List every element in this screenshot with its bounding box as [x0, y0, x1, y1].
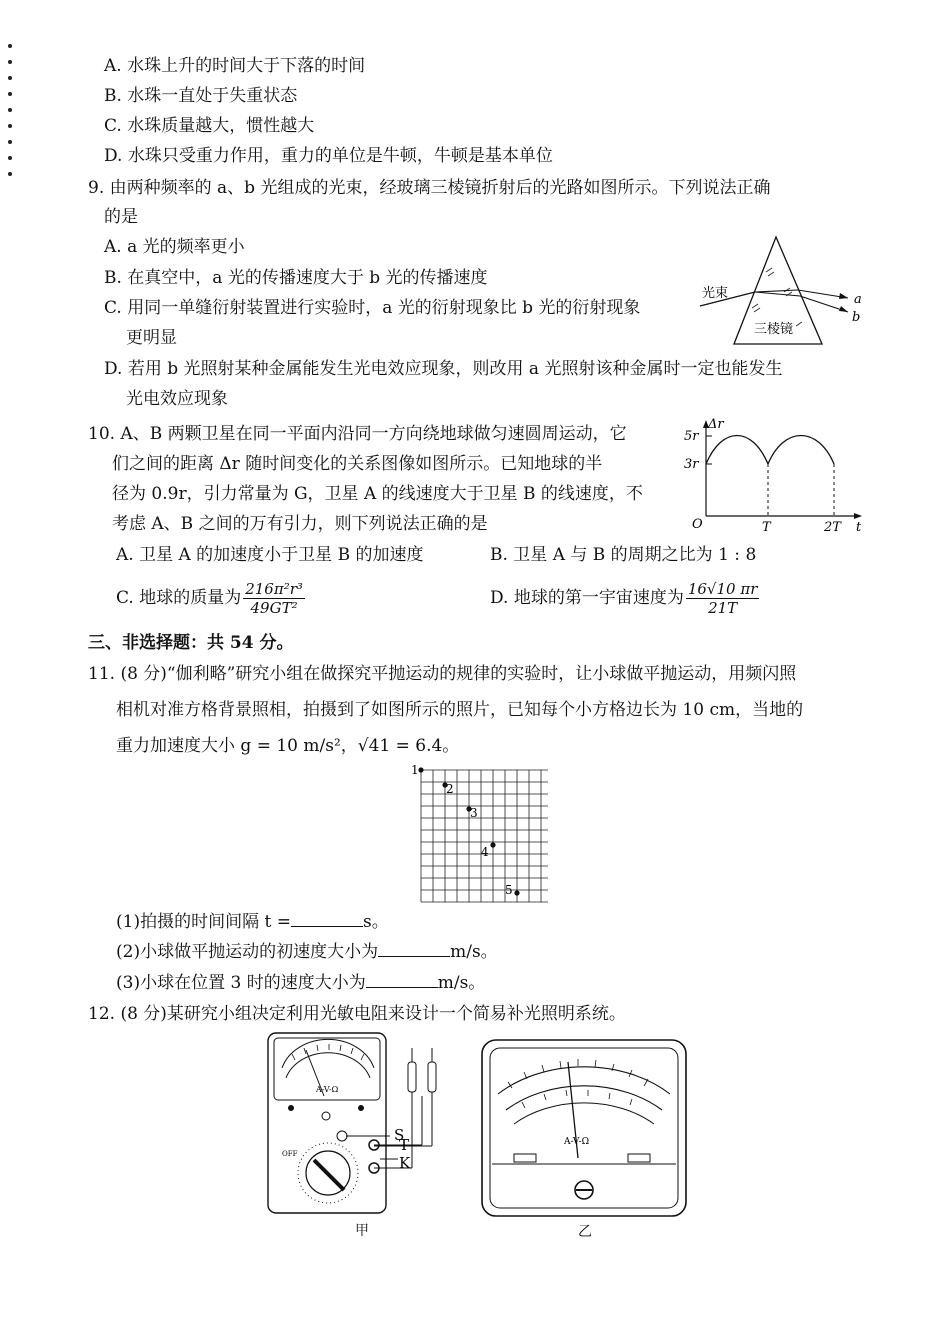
point-label-4: 4	[481, 845, 489, 859]
ray-b-label: b	[852, 310, 861, 325]
q11-sub-2-text: (2)小球做平抛运动的初速度大小为	[116, 942, 379, 962]
label-t: T	[399, 1136, 410, 1154]
point-label-2: 2	[446, 782, 454, 796]
beam-label: 光束	[702, 286, 729, 301]
ball-position-5	[514, 890, 519, 895]
q11-sub-1-text: (1)拍摄的时间间隔 t =	[116, 912, 291, 932]
graph-origin-label: O	[692, 517, 703, 532]
q10-option-b: B. 卫星 A 与 B 的周期之比为 1 : 8	[490, 545, 757, 565]
q11-sub-3-text: (3)小球在位置 3 时的速度大小为	[116, 973, 366, 993]
q10-option-c	[116, 580, 307, 617]
test-lead-red	[428, 1062, 436, 1092]
q10-option-c-fraction	[243, 580, 305, 617]
graph-y-label: Δr	[708, 417, 724, 432]
ball-position-1	[418, 767, 423, 772]
q11-sub-2-unit: m/s。	[450, 942, 498, 962]
q8-option-b: B. 水珠一直处于失重状态	[104, 86, 298, 106]
q10-stem-line4: 考虑 A、B 之间的万有引力，则下列说法正确的是	[112, 514, 488, 534]
section-3-title: 三、非选择题：共 54 分。	[88, 633, 294, 653]
delta-r-curve	[706, 436, 834, 465]
q10-stem-line3: 径为 0.9r，引力常量为 G，卫星 A 的线速度大于卫星 B 的线速度，不	[112, 484, 643, 504]
graph-y-tick-5r: 5r	[684, 429, 699, 444]
multimeter-jia-symbol: A-V-Ω	[316, 1085, 339, 1094]
q10-option-c-denominator: 49GT²	[250, 599, 298, 617]
q11-sub-1-unit: s。	[362, 912, 389, 932]
q10-option-d-prefix: D. 地球的第一宇宙速度为	[490, 588, 684, 608]
q10-option-c-numerator: 216π²r³	[245, 580, 303, 598]
q10-option-d	[490, 580, 761, 617]
point-label-3: 3	[470, 806, 478, 820]
q10-option-a: A. 卫星 A 的加速度小于卫星 B 的加速度	[116, 545, 424, 565]
q11-sub-3-unit: m/s。	[437, 973, 486, 993]
q9-stem-line1: 9. 由两种频率的 a、b 光组成的光束，经玻璃三棱镜折射后的光路如图所示。下列说法正确	[88, 178, 771, 198]
q11-stem-line1: 11. (8 分)“伽利略”研究小组在做探究平抛运动的规律的实验时，让小球做平抛运动，用频闪照	[88, 664, 797, 684]
point-label-1: 1	[411, 763, 419, 777]
test-lead-black	[408, 1062, 416, 1092]
graph-x-label: t	[856, 520, 862, 535]
point-label-5: 5	[505, 883, 513, 897]
dial-off-label: OFF	[282, 1150, 298, 1158]
q11-sub-1	[116, 912, 389, 932]
q9-option-b: B. 在真空中，a 光的传播速度大于 b 光的传播速度	[104, 268, 488, 288]
q10-option-d-fraction	[686, 580, 760, 617]
ray-a-label: a	[854, 292, 862, 307]
q11-answer-blank-1[interactable]	[291, 912, 363, 927]
figure-yi-caption: 乙	[578, 1224, 592, 1240]
multimeter-yi-figure	[478, 1036, 690, 1222]
binding-margin-dots	[8, 44, 14, 188]
q9-option-d-line1: D. 若用 b 光照射某种金属能发生光电效应现象，则改用 a 光照射该种金属时一定也能发生	[104, 359, 783, 379]
flash-photo-grid	[408, 760, 548, 908]
q11-answer-blank-3[interactable]	[366, 973, 438, 988]
q9-stem-line2: 的是	[104, 207, 138, 227]
figure-jia-caption: 甲	[355, 1223, 369, 1239]
delta-r-graph	[682, 416, 870, 540]
grid-lines	[421, 770, 548, 902]
q10-option-d-denominator: 21T	[708, 599, 738, 617]
q9-option-d-line2: 光电效应现象	[126, 389, 228, 409]
q10-stem-line2: 们之间的距离 Δr 随时间变化的关系图像如图所示。已知地球的半	[112, 454, 603, 474]
q9-option-a: A. a 光的频率更小	[104, 237, 245, 257]
graph-y-tick-3r: 3r	[684, 457, 699, 472]
q10-option-c-prefix: C. 地球的质量为	[116, 588, 242, 608]
label-s: S	[394, 1126, 405, 1144]
q8-option-d: D. 水珠只受重力作用，重力的单位是牛顿，牛顿是基本单位	[104, 146, 553, 166]
label-k: K	[399, 1154, 411, 1172]
q9-option-c-line2: 更明显	[126, 328, 177, 348]
q9-option-c-line1: C. 用同一单缝衍射装置进行实验时，a 光的衍射现象比 b 光的衍射现象	[104, 298, 641, 318]
graph-x-tick-2t: 2T	[824, 520, 841, 535]
q10-option-d-numerator: 16√10 πr	[687, 580, 758, 598]
multimeter-yi-symbol: A-V-Ω	[564, 1137, 590, 1147]
q11-stem-line3: 重力加速度大小 g = 10 m/s²，√41 = 6.4。	[116, 736, 460, 756]
q8-option-a: A. 水珠上升的时间大于下落的时间	[104, 56, 366, 76]
prism-label: 三棱镜	[754, 322, 794, 337]
q10-stem-line1: 10. A、B 两颗卫星在同一平面内沿同一方向绕地球做匀速圆周运动，它	[88, 424, 627, 444]
q11-sub-2	[116, 942, 498, 962]
graph-x-tick-t: T	[762, 520, 771, 535]
q11-stem-line2: 相机对准方格背景照相，拍摄到了如图所示的照片，已知每个小方格边长为 10 cm，当地的	[116, 700, 804, 720]
q11-sub-3	[116, 973, 485, 993]
prism-figure	[696, 232, 876, 352]
q12-stem: 12. (8 分)某研究小组决定利用光敏电阻来设计一个简易补光照明系统。	[88, 1004, 626, 1024]
ball-position-4	[490, 842, 495, 847]
q8-option-c: C. 水珠质量越大，惯性越大	[104, 116, 315, 136]
multimeter-jia-figure	[262, 1028, 452, 1218]
q11-answer-blank-2[interactable]	[378, 942, 450, 957]
ohm-zero-knob	[337, 1131, 347, 1141]
